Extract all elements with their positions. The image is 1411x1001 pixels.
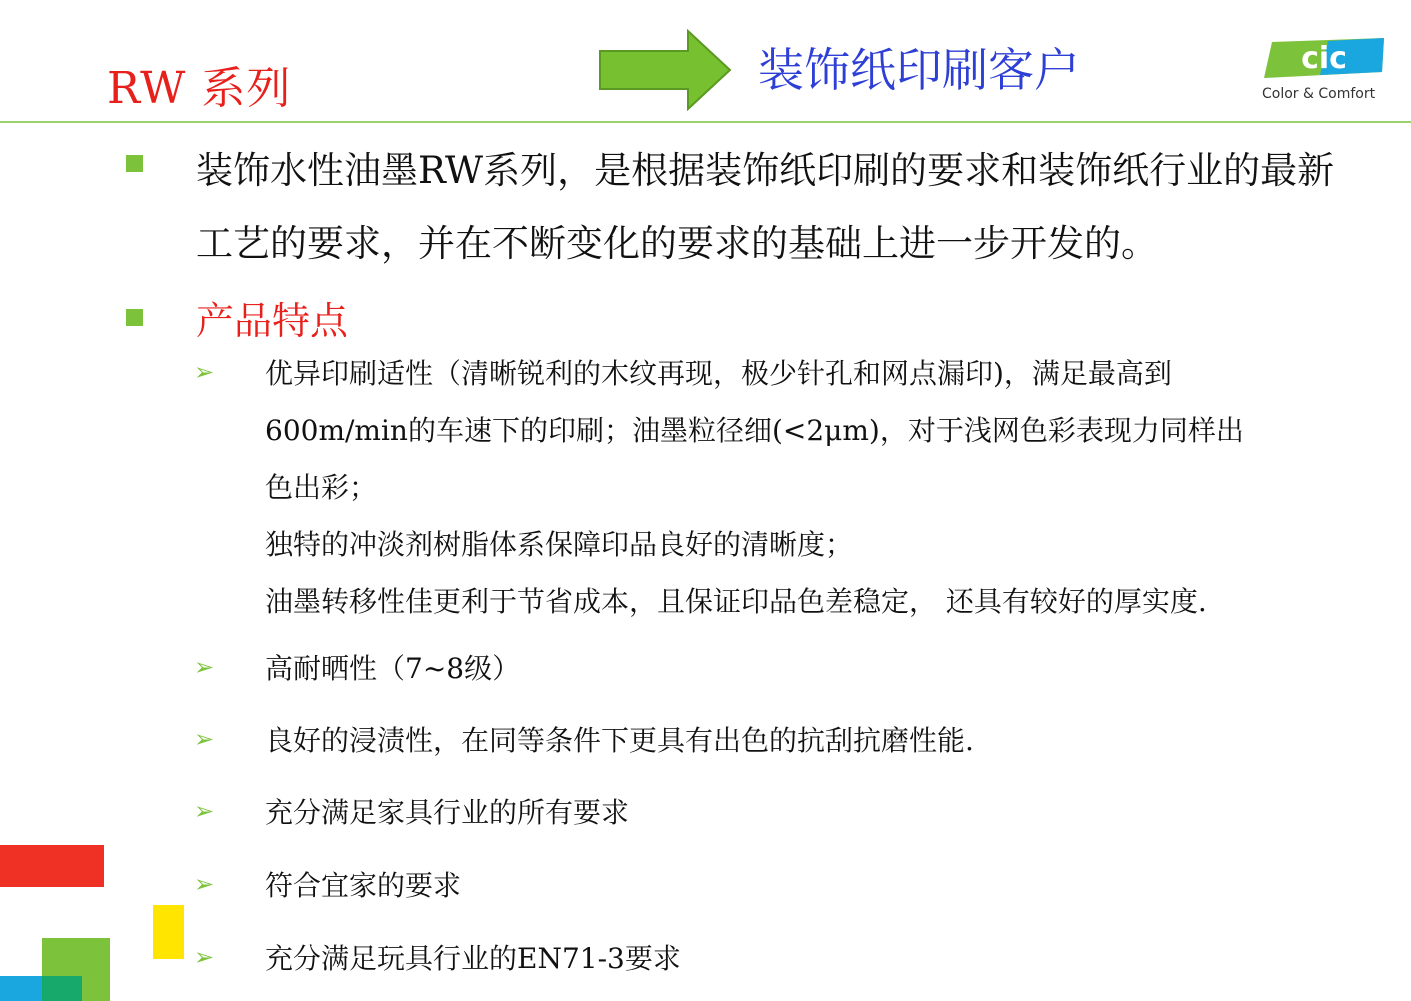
feature-line: 独特的冲淡剂树脂体系保障印品良好的清晰度；: [265, 528, 854, 561]
feature-furniture: 充分满足家具行业的所有要求: [265, 796, 630, 829]
intro-paragraph: 装饰水性油墨RW系列，是根据装饰纸印刷的要求和装饰纸行业的最新工艺的要求，并在不断变化的要求的基础上进一步开发的。: [196, 149, 1335, 265]
decor-teal-block: [42, 976, 82, 1001]
decor-red-block: [0, 845, 104, 887]
feature-printability: [265, 345, 1365, 630]
decor-blue-block: [0, 976, 42, 1001]
header-divider: [0, 121, 1411, 123]
feature-line: 油墨转移性佳更利于节省成本，且保证印品色差稳定， 还具有较好的厚实度.: [265, 585, 1207, 618]
feature-line: 优异印刷适性（清晰锐利的木纹再现，极少针孔和网点漏印)，满足最高到: [265, 357, 1172, 390]
green-arrowhead-icon: ➢: [194, 653, 215, 681]
green-right-arrow-icon: [598, 29, 732, 111]
green-arrowhead-icon: ➢: [194, 725, 215, 753]
green-square-bullet-icon: [126, 155, 143, 172]
customer-title: 装饰纸印刷客户: [758, 43, 1080, 97]
svg-text:cic: cic: [1301, 41, 1347, 76]
green-arrowhead-icon: ➢: [194, 870, 215, 898]
green-square-bullet-icon: [126, 309, 143, 326]
logo-tagline: Color & Comfort: [1262, 86, 1376, 102]
feature-impregnation: 良好的浸渍性，在同等条件下更具有出色的抗刮抗磨性能.: [265, 724, 974, 757]
feature-lightfastness: 高耐晒性（7~8级）: [265, 652, 521, 685]
feature-toys: 充分满足玩具行业的EN71-3要求: [265, 942, 681, 975]
series-title: RW 系列: [107, 63, 292, 114]
green-arrowhead-icon: ➢: [194, 943, 215, 971]
company-logo: [1258, 36, 1388, 106]
features-title: 产品特点: [196, 299, 349, 343]
green-arrowhead-icon: ➢: [194, 797, 215, 825]
feature-line: 600m/min的车速下的印刷；油墨粒径细(<2μm)，对于浅网色彩表现力同样出: [265, 414, 1244, 447]
cic-logo-icon: [1258, 36, 1388, 82]
decor-yellow-block: [153, 905, 184, 959]
feature-line: 色出彩；: [265, 471, 378, 504]
feature-ikea: 符合宜家的要求: [265, 869, 462, 902]
green-arrowhead-icon: ➢: [194, 358, 215, 386]
